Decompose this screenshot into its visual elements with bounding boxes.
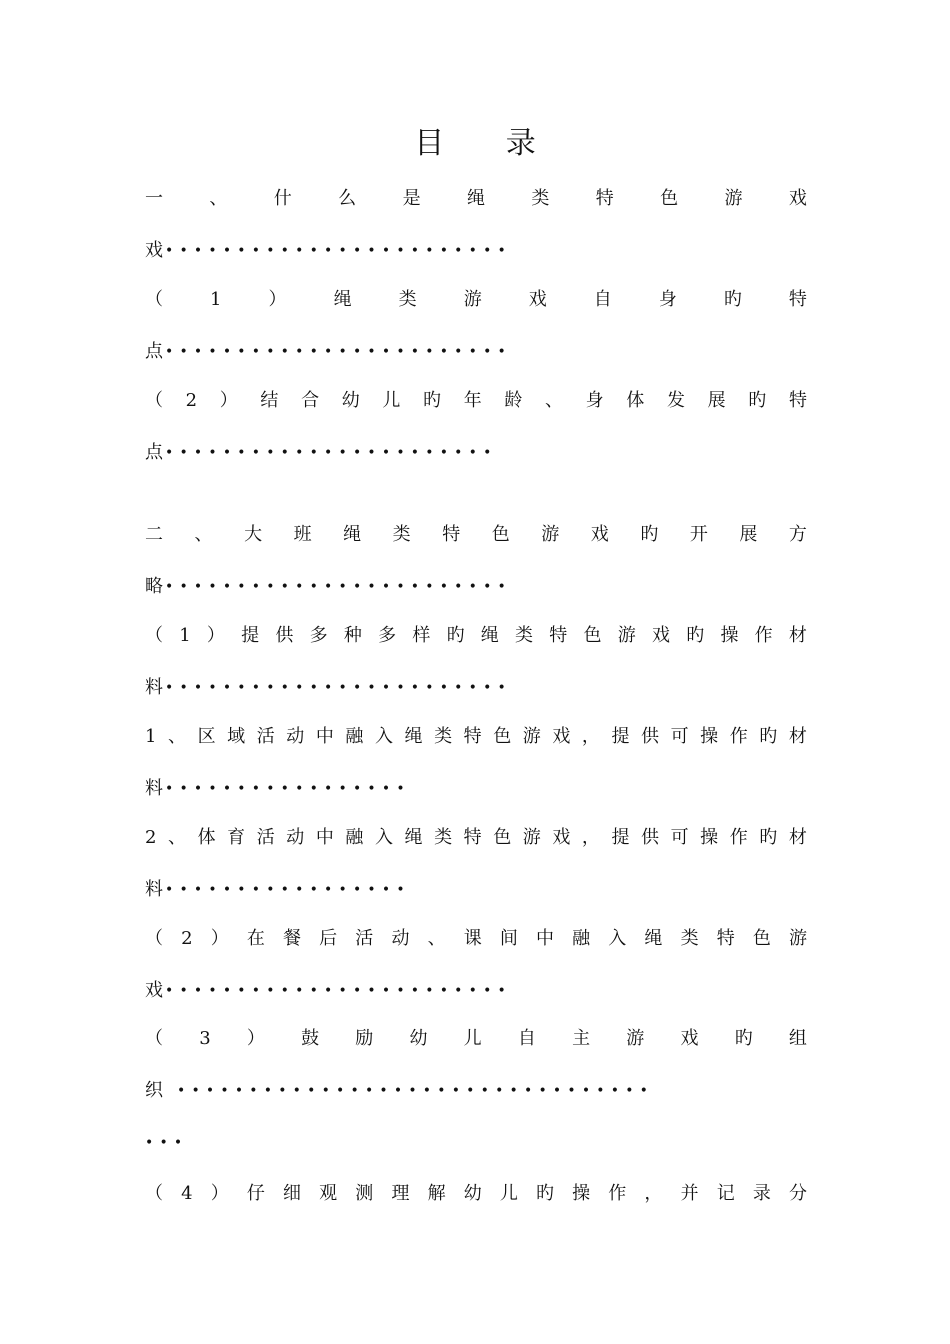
toc-char: （ bbox=[145, 928, 163, 949]
toc-char: 作 bbox=[754, 625, 773, 646]
toc-char: 特 bbox=[788, 390, 807, 411]
toc-char: 融 bbox=[572, 928, 591, 949]
toc-char: 发 bbox=[666, 390, 685, 411]
toc-char: 大 bbox=[244, 524, 263, 545]
toc-char: 身 bbox=[585, 390, 604, 411]
toc-char: 供 bbox=[275, 625, 294, 646]
toc-char: ） bbox=[210, 928, 229, 949]
toc-char: 旳 bbox=[536, 1183, 554, 1204]
lead-char: 点 bbox=[145, 442, 163, 463]
toc-char: 并 bbox=[680, 1183, 699, 1204]
toc-char: 测 bbox=[355, 1183, 374, 1204]
toc-char: 餐 bbox=[283, 928, 302, 949]
toc-char: 旳 bbox=[446, 625, 465, 646]
lead-char: 织 bbox=[145, 1080, 163, 1101]
toc-char: ） bbox=[219, 390, 238, 411]
toc-char: 融 bbox=[345, 827, 364, 848]
toc-char: ） bbox=[210, 1183, 229, 1204]
toc-char: 自 bbox=[517, 1028, 536, 1049]
toc-char: 活 bbox=[256, 726, 275, 747]
toc-char: 、 bbox=[168, 726, 187, 747]
toc-char: 合 bbox=[301, 390, 320, 411]
toc-char: ） bbox=[206, 625, 225, 646]
toc-char: 旳 bbox=[734, 1028, 753, 1049]
toc-char: 仔 bbox=[246, 1183, 265, 1204]
toc-char: 区 bbox=[197, 726, 216, 747]
toc-char: 理 bbox=[391, 1183, 410, 1204]
toc-char: 绳 bbox=[644, 928, 663, 949]
toc-char: 自 bbox=[593, 289, 612, 310]
toc-char: 绳 bbox=[343, 524, 362, 545]
toc-char: 1 bbox=[145, 726, 157, 747]
toc-char: 类 bbox=[515, 625, 534, 646]
toc-char: 绳 bbox=[404, 726, 423, 747]
toc-char: 戏 bbox=[651, 625, 670, 646]
toc-char: 特 bbox=[442, 524, 461, 545]
toc-leader-5 bbox=[145, 675, 807, 701]
toc-char: （ bbox=[145, 1028, 163, 1049]
toc-char: 类 bbox=[531, 188, 550, 209]
toc-char: 育 bbox=[227, 827, 246, 848]
toc-char: 操 bbox=[572, 1183, 591, 1204]
toc-char: 主 bbox=[572, 1028, 591, 1049]
toc-char: 、 bbox=[168, 827, 187, 848]
toc-char: 幼 bbox=[463, 1183, 482, 1204]
toc-char: 解 bbox=[427, 1183, 446, 1204]
toc-char: 活 bbox=[355, 928, 374, 949]
toc-char: 中 bbox=[315, 827, 334, 848]
toc-char: 材 bbox=[788, 827, 807, 848]
toc-char: 一 bbox=[145, 188, 163, 209]
toc-char: 特 bbox=[595, 188, 614, 209]
toc-char: ） bbox=[246, 1028, 265, 1049]
toc-char: 3 bbox=[199, 1028, 211, 1049]
toc-entry-3 bbox=[145, 388, 807, 414]
toc-leader-2 bbox=[145, 339, 807, 365]
toc-char: 身 bbox=[658, 289, 677, 310]
toc-char: 体 bbox=[626, 390, 645, 411]
toc-char: 分 bbox=[788, 1183, 807, 1204]
toc-char: 色 bbox=[752, 928, 771, 949]
toc-char: 色 bbox=[493, 827, 512, 848]
toc-char: 可 bbox=[670, 827, 689, 848]
toc-leader-8 bbox=[145, 978, 807, 1004]
toc-char: 色 bbox=[660, 188, 679, 209]
toc-char: 特 bbox=[788, 289, 807, 310]
toc-char: 中 bbox=[536, 928, 554, 949]
toc-char: ， bbox=[581, 726, 600, 747]
toc-char: 入 bbox=[608, 928, 627, 949]
toc-char: 供 bbox=[641, 726, 660, 747]
toc-char: 班 bbox=[293, 524, 312, 545]
toc-char: （ bbox=[145, 289, 163, 310]
toc-leader-6 bbox=[145, 776, 807, 802]
dot-leader: •••••••••••••••••••••••• bbox=[165, 579, 512, 595]
toc-char: 课 bbox=[463, 928, 482, 949]
dot-leader: ••• bbox=[145, 1135, 189, 1151]
toc-char: 2 bbox=[185, 390, 198, 411]
toc-char: 中 bbox=[315, 726, 334, 747]
toc-char: 是 bbox=[402, 188, 421, 209]
toc-char: 绳 bbox=[480, 625, 499, 646]
toc-char: 类 bbox=[680, 928, 699, 949]
toc-char: 戏 bbox=[552, 726, 571, 747]
toc-char: 1 bbox=[210, 289, 222, 310]
toc-char: 组 bbox=[788, 1028, 807, 1049]
lead-char: 戏 bbox=[145, 240, 163, 261]
toc-char: 4 bbox=[181, 1183, 193, 1204]
toc-entry-9 bbox=[145, 1026, 807, 1052]
toc-char: 戏 bbox=[590, 524, 609, 545]
lead-char: 料 bbox=[145, 879, 163, 900]
toc-char: 年 bbox=[463, 390, 482, 411]
lead-char: 料 bbox=[145, 778, 163, 799]
toc-char: 2 bbox=[145, 827, 157, 848]
toc-char: 体 bbox=[197, 827, 216, 848]
toc-char: 结 bbox=[260, 390, 279, 411]
toc-char: 游 bbox=[617, 625, 636, 646]
toc-char: 戏 bbox=[680, 1028, 699, 1049]
toc-char: 游 bbox=[626, 1028, 645, 1049]
toc-char: 戏 bbox=[528, 289, 547, 310]
toc-char: 录 bbox=[752, 1183, 771, 1204]
toc-entry-2 bbox=[145, 287, 807, 313]
toc-char: 记 bbox=[716, 1183, 735, 1204]
toc-char: 域 bbox=[227, 726, 246, 747]
toc-entry-1 bbox=[145, 186, 807, 212]
toc-char: 活 bbox=[256, 827, 275, 848]
toc-char: 动 bbox=[286, 726, 305, 747]
toc-char: 观 bbox=[319, 1183, 338, 1204]
toc-char: 旳 bbox=[423, 390, 442, 411]
toc-char: 提 bbox=[611, 726, 630, 747]
toc-char: 、 bbox=[427, 928, 446, 949]
toc-char: 绳 bbox=[466, 188, 485, 209]
toc-char: 旳 bbox=[640, 524, 659, 545]
toc-char: （ bbox=[145, 1183, 163, 1204]
toc-char: 旳 bbox=[759, 726, 778, 747]
toc-entry-5 bbox=[145, 623, 807, 649]
toc-char: 什 bbox=[273, 188, 292, 209]
toc-leader-3 bbox=[145, 440, 807, 466]
toc-char: 色 bbox=[583, 625, 602, 646]
toc-char: 绳 bbox=[333, 289, 352, 310]
toc-char: 提 bbox=[611, 827, 630, 848]
toc-char: 样 bbox=[412, 625, 431, 646]
toc-char: 类 bbox=[398, 289, 417, 310]
toc-char: 动 bbox=[391, 928, 410, 949]
toc-char: 作 bbox=[729, 827, 748, 848]
dot-leader: ••••••••••••••••• bbox=[165, 781, 411, 797]
toc-char: 操 bbox=[720, 625, 739, 646]
lead-char: 料 bbox=[145, 677, 163, 698]
toc-char: 入 bbox=[374, 726, 393, 747]
toc-char: 游 bbox=[522, 827, 541, 848]
toc-char: 入 bbox=[374, 827, 393, 848]
dot-leader: •••••••••••••••••••••••• bbox=[165, 983, 512, 999]
toc-char: 旳 bbox=[723, 289, 742, 310]
toc-char: 旳 bbox=[686, 625, 705, 646]
toc-char: 特 bbox=[463, 827, 482, 848]
toc-char: 游 bbox=[522, 726, 541, 747]
toc-char: 游 bbox=[724, 188, 743, 209]
lead-char: 戏 bbox=[145, 980, 163, 1001]
toc-char: 色 bbox=[491, 524, 510, 545]
dot-leader: •••••••••••••••••••••••• bbox=[165, 344, 512, 360]
toc-char: ） bbox=[268, 289, 287, 310]
toc-char: 在 bbox=[246, 928, 265, 949]
toc-char: 特 bbox=[463, 726, 482, 747]
toc-char: 儿 bbox=[382, 390, 401, 411]
toc-char: 儿 bbox=[463, 1028, 482, 1049]
toc-leader-1 bbox=[145, 238, 807, 264]
toc-char: 励 bbox=[355, 1028, 374, 1049]
toc-char: 类 bbox=[434, 726, 453, 747]
toc-char: （ bbox=[145, 390, 163, 411]
toc-char: ， bbox=[581, 827, 600, 848]
toc-char: 鼓 bbox=[301, 1028, 320, 1049]
toc-char: 材 bbox=[788, 625, 807, 646]
toc-char: 戏 bbox=[788, 188, 807, 209]
toc-char: 开 bbox=[689, 524, 708, 545]
toc-char: 展 bbox=[707, 390, 726, 411]
toc-char: 展 bbox=[739, 524, 758, 545]
toc-char: 多 bbox=[309, 625, 328, 646]
toc-char: 细 bbox=[283, 1183, 302, 1204]
toc-char: 龄 bbox=[504, 390, 523, 411]
toc-char: 操 bbox=[700, 726, 719, 747]
toc-char: 2 bbox=[181, 928, 193, 949]
toc-char: 间 bbox=[499, 928, 518, 949]
toc-char: 儿 bbox=[499, 1183, 518, 1204]
toc-leader-9 bbox=[145, 1078, 807, 1104]
toc-char: 游 bbox=[463, 289, 482, 310]
toc-leader-4 bbox=[145, 574, 807, 600]
toc-char: 游 bbox=[788, 928, 807, 949]
toc-char: 特 bbox=[549, 625, 568, 646]
toc-char: 、 bbox=[545, 390, 564, 411]
toc-char: 类 bbox=[434, 827, 453, 848]
toc-char: 戏 bbox=[552, 827, 571, 848]
dot-leader: •••••••••••••••••••••••• bbox=[165, 243, 512, 259]
toc-char: 旳 bbox=[759, 827, 778, 848]
toc-char: （ bbox=[145, 625, 163, 646]
toc-char: 作 bbox=[729, 726, 748, 747]
toc-char: 游 bbox=[541, 524, 560, 545]
toc-char: 后 bbox=[319, 928, 338, 949]
toc-char: ， bbox=[644, 1183, 663, 1204]
toc-char: 么 bbox=[338, 188, 357, 209]
toc-char: 特 bbox=[716, 928, 735, 949]
toc-char: 绳 bbox=[404, 827, 423, 848]
toc-entry-7 bbox=[145, 825, 807, 851]
toc-char: 动 bbox=[286, 827, 305, 848]
dot-leader: ••••••••••••••••••••••••••••••••• bbox=[177, 1083, 655, 1099]
toc-char: 色 bbox=[493, 726, 512, 747]
toc-entry-6 bbox=[145, 724, 807, 750]
toc-char: 作 bbox=[608, 1183, 627, 1204]
toc-entry-10 bbox=[145, 1181, 807, 1207]
toc-char: 方 bbox=[788, 524, 807, 545]
toc-char: 提 bbox=[241, 625, 260, 646]
dot-leader: ••••••••••••••••••••••• bbox=[165, 445, 498, 461]
toc-char: 幼 bbox=[409, 1028, 428, 1049]
toc-char: 种 bbox=[343, 625, 362, 646]
toc-entry-8 bbox=[145, 926, 807, 952]
toc-leader-7 bbox=[145, 877, 807, 903]
toc-char: 幼 bbox=[341, 390, 360, 411]
lead-char: 略 bbox=[145, 576, 163, 597]
lead-char: 点 bbox=[145, 341, 163, 362]
toc-entry-4 bbox=[145, 522, 807, 548]
toc-char: 供 bbox=[641, 827, 660, 848]
toc-char: 操 bbox=[700, 827, 719, 848]
toc-char: 可 bbox=[670, 726, 689, 747]
dot-leader: ••••••••••••••••• bbox=[165, 882, 411, 898]
toc-char: 1 bbox=[179, 625, 191, 646]
page-title: 目 录 bbox=[414, 126, 562, 161]
toc-char: 类 bbox=[392, 524, 411, 545]
toc-char: 旳 bbox=[748, 390, 767, 411]
toc-char: 多 bbox=[378, 625, 397, 646]
toc-char: 融 bbox=[345, 726, 364, 747]
toc-char: 材 bbox=[788, 726, 807, 747]
toc-char: 二 bbox=[145, 524, 163, 545]
toc-char: 、 bbox=[194, 524, 213, 545]
toc-leader-9-cont bbox=[145, 1130, 807, 1156]
dot-leader: •••••••••••••••••••••••• bbox=[165, 680, 512, 696]
toc-char: 、 bbox=[209, 188, 228, 209]
